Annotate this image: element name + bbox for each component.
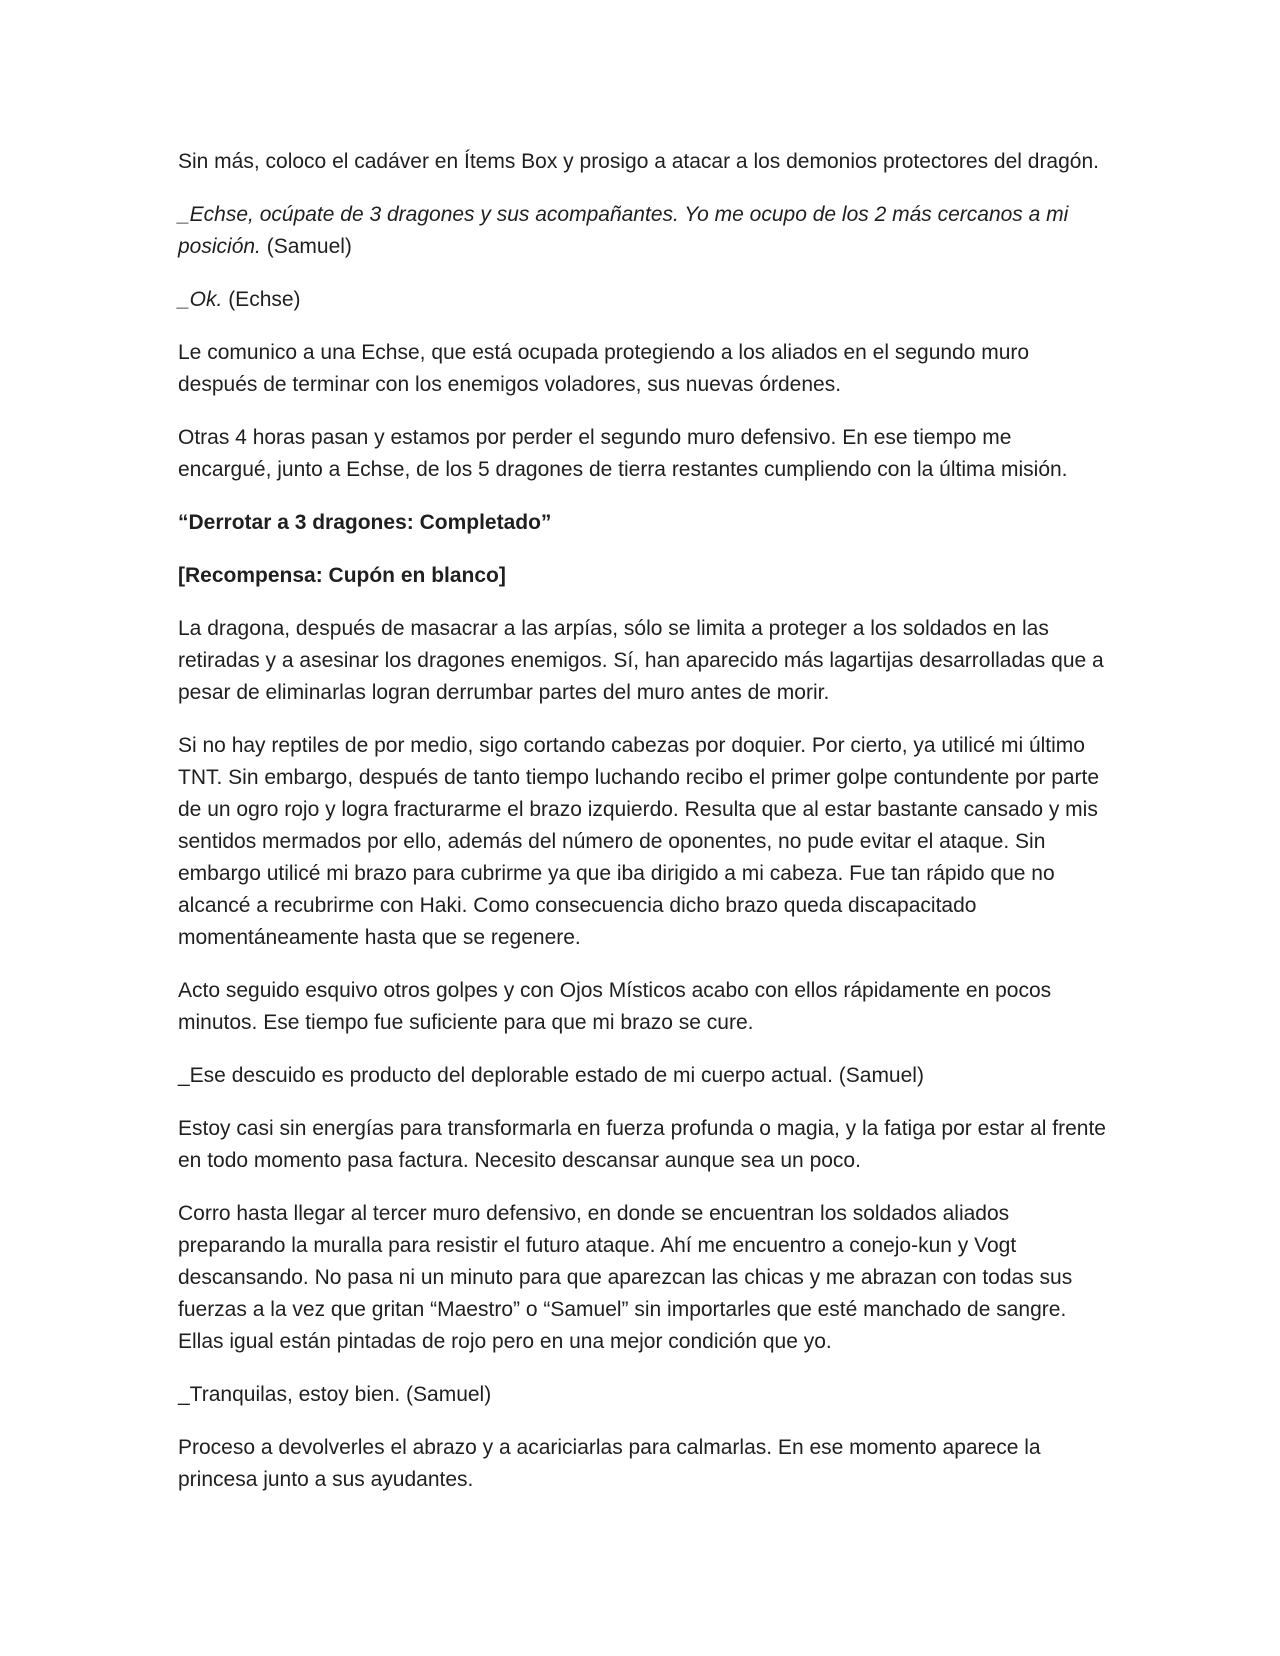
dialogue-italic-text: _Echse, ocúpate de 3 dragones y sus acompañantes. Yo me ocupo de los 2 más cercanos a mi posición. bbox=[178, 203, 1069, 258]
paragraph-5: Otras 4 horas pasan y estamos por perder el segundo muro defensivo. En ese tiempo me encargué, junto a Echse, de los 5 dragones de tierra restantes cumpliendo con la última misión. bbox=[178, 426, 1068, 481]
paragraph-10: Acto seguido esquivo otros golpes y con Ojos Místicos acabo con ellos rápidamente en pocos minutos. Ese tiempo fue suficiente para que mi brazo se cure. bbox=[178, 979, 1052, 1034]
paragraph-13: Corro hasta llegar al tercer muro defensivo, en donde se encuentran los soldados aliados preparando la muralla para resistir el futuro ataque. Ahí me encuentro a conejo-kun y Vogt descansando. No pasa ni un minuto para que aparezcan las chicas y me abrazan con todas sus fuerzas a la vez que gritan “Maestro” o “Samuel” sin importarles que esté manchado de sangre. Ellas igual están pintadas de rojo pero en una mejor condición que yo. bbox=[178, 1202, 1073, 1353]
paragraph-15: Proceso a devolverles el abrazo y a acariciarlas para calmarlas. En ese momento aparece la princesa junto a sus ayudantes. bbox=[178, 1436, 1041, 1491]
dialogue-italic-text: _Ok. bbox=[178, 288, 223, 311]
dialogue-speaker: (Samuel) bbox=[260, 235, 352, 258]
paragraph-11-dialogue: _Ese descuido es producto del deplorable estado de mi cuerpo actual. (Samuel) bbox=[178, 1064, 924, 1087]
paragraph-2-dialogue bbox=[178, 199, 1108, 263]
dialogue-speaker: (Echse) bbox=[222, 288, 301, 311]
paragraph-14-dialogue: _Tranquilas, estoy bien. (Samuel) bbox=[178, 1383, 492, 1406]
mission-status-line: “Derrotar a 3 dragones: Completado” bbox=[178, 511, 552, 534]
paragraph-9: Si no hay reptiles de por medio, sigo cortando cabezas por doquier. Por cierto, ya utilicé mi último TNT. Sin embargo, después de tanto tiempo luchando recibo el primer golpe contundente por parte de un ogro rojo y logra fracturarme el brazo izquierdo. Resulta que al estar bastante cansado y mis sentidos mermados por ello, además del número de oponentes, no pude evitar el ataque. Sin embargo utilicé mi brazo para cubrirme ya que iba dirigido a mi cabeza. Fue tan rápido que no alcancé a recubrirme con Haki. Como consecuencia dicho brazo queda discapacitado momentáneamente hasta que se regenere. bbox=[178, 734, 1100, 949]
paragraph-3-dialogue bbox=[178, 284, 1108, 316]
paragraph-8: La dragona, después de masacrar a las arpías, sólo se limita a proteger a los soldados en las retiradas y a asesinar los dragones enemigos. Sí, han aparecido más lagartijas desarrolladas que a pesar de eliminarlas logran derrumbar partes del muro antes de morir. bbox=[178, 617, 1104, 704]
paragraph-4: Le comunico a una Echse, que está ocupada protegiendo a los aliados en el segundo muro después de terminar con los enemigos voladores, sus nuevas órdenes. bbox=[178, 341, 1030, 396]
reward-line: [Recompensa: Cupón en blanco] bbox=[178, 564, 506, 587]
paragraph-1: Sin más, coloco el cadáver en Ítems Box y prosigo a atacar a los demonios protectores del dragón. bbox=[178, 150, 1099, 173]
document-body bbox=[178, 146, 1108, 1517]
paragraph-12: Estoy casi sin energías para transformarla en fuerza profunda o magia, y la fatiga por estar al frente en todo momento pasa factura. Necesito descansar aunque sea un poco. bbox=[178, 1117, 1106, 1172]
